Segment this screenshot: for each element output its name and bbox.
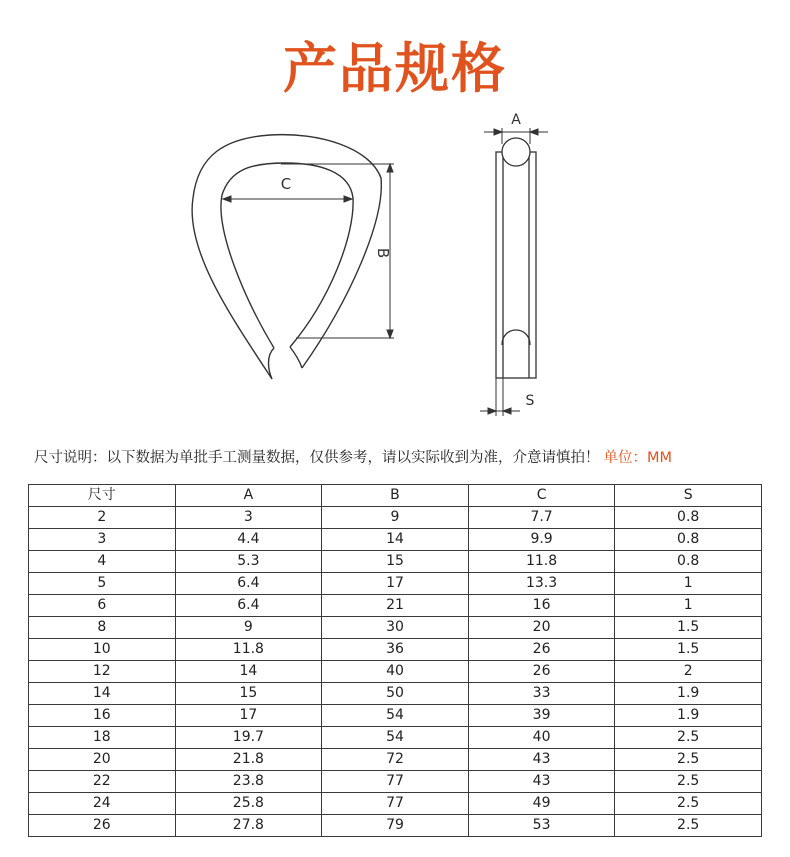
table-cell: 4.4 bbox=[175, 529, 322, 551]
table-cell: 2.5 bbox=[615, 771, 762, 793]
table-cell: 43 bbox=[468, 771, 615, 793]
thimble-side-view bbox=[496, 138, 536, 378]
table-cell: 14 bbox=[175, 661, 322, 683]
table-cell: 15 bbox=[175, 683, 322, 705]
table-cell: 9.9 bbox=[468, 529, 615, 551]
table-cell: 2.5 bbox=[615, 793, 762, 815]
table-cell: 10 bbox=[29, 639, 176, 661]
table-cell: 4 bbox=[29, 551, 176, 573]
column-header: 尺寸 bbox=[29, 485, 176, 507]
table-cell: 11.8 bbox=[468, 551, 615, 573]
table-cell: 1.9 bbox=[615, 705, 762, 727]
table-row bbox=[29, 727, 762, 749]
table-cell: 40 bbox=[322, 661, 469, 683]
table-cell: 17 bbox=[175, 705, 322, 727]
table-row bbox=[29, 705, 762, 727]
table-cell: 54 bbox=[322, 727, 469, 749]
table-cell: 11.8 bbox=[175, 639, 322, 661]
table-cell: 14 bbox=[29, 683, 176, 705]
table-cell: 2 bbox=[615, 661, 762, 683]
table-cell: 22 bbox=[29, 771, 176, 793]
table-cell: 20 bbox=[468, 617, 615, 639]
thimble-front-view bbox=[192, 135, 381, 379]
size-note bbox=[34, 448, 672, 468]
table-row bbox=[29, 617, 762, 639]
table-cell: 26 bbox=[468, 639, 615, 661]
table-cell: 25.8 bbox=[175, 793, 322, 815]
table-cell: 49 bbox=[468, 793, 615, 815]
column-header: S bbox=[615, 485, 762, 507]
page-title: 产品规格 bbox=[283, 37, 507, 100]
table-cell: 17 bbox=[322, 573, 469, 595]
table-row bbox=[29, 529, 762, 551]
table-row bbox=[29, 815, 762, 837]
table-cell: 79 bbox=[322, 815, 469, 837]
table-cell: 1 bbox=[615, 573, 762, 595]
dimension-c bbox=[223, 196, 352, 202]
table-cell: 77 bbox=[322, 771, 469, 793]
column-header: B bbox=[322, 485, 469, 507]
label-c: C bbox=[280, 175, 292, 193]
table-cell: 50 bbox=[322, 683, 469, 705]
thimble-dimension-diagram bbox=[0, 100, 790, 430]
table-cell: 0.8 bbox=[615, 529, 762, 551]
table-cell: 2.5 bbox=[615, 727, 762, 749]
table-cell: 14 bbox=[322, 529, 469, 551]
table-row bbox=[29, 661, 762, 683]
table-cell: 26 bbox=[468, 661, 615, 683]
table-cell: 20 bbox=[29, 749, 176, 771]
table-row bbox=[29, 551, 762, 573]
table-cell: 26 bbox=[29, 815, 176, 837]
table-row bbox=[29, 771, 762, 793]
table-cell: 9 bbox=[175, 617, 322, 639]
table-cell: 1.5 bbox=[615, 617, 762, 639]
table-cell: 16 bbox=[29, 705, 176, 727]
table-row bbox=[29, 639, 762, 661]
table-cell: 5 bbox=[29, 573, 176, 595]
table-cell: 6 bbox=[29, 595, 176, 617]
spec-table-body bbox=[29, 507, 762, 837]
spec-table bbox=[28, 484, 762, 837]
table-cell: 8 bbox=[29, 617, 176, 639]
table-cell: 1.9 bbox=[615, 683, 762, 705]
table-cell: 3 bbox=[29, 529, 176, 551]
column-header: C bbox=[468, 485, 615, 507]
table-cell: 6.4 bbox=[175, 595, 322, 617]
unit-label: 单位：MM bbox=[603, 450, 673, 466]
table-cell: 40 bbox=[468, 727, 615, 749]
table-cell: 15 bbox=[322, 551, 469, 573]
table-cell: 27.8 bbox=[175, 815, 322, 837]
table-cell: 6.4 bbox=[175, 573, 322, 595]
table-cell: 13.3 bbox=[468, 573, 615, 595]
table-cell: 72 bbox=[322, 749, 469, 771]
table-cell: 19.7 bbox=[175, 727, 322, 749]
table-cell: 54 bbox=[322, 705, 469, 727]
table-cell: 12 bbox=[29, 661, 176, 683]
table-cell: 30 bbox=[322, 617, 469, 639]
dimension-s bbox=[480, 378, 520, 416]
table-cell: 21.8 bbox=[175, 749, 322, 771]
table-cell: 18 bbox=[29, 727, 176, 749]
label-a: A bbox=[511, 112, 521, 128]
label-s: S bbox=[525, 393, 535, 409]
table-cell: 2.5 bbox=[615, 749, 762, 771]
table-cell: 21 bbox=[322, 595, 469, 617]
table-row bbox=[29, 573, 762, 595]
label-b: B bbox=[374, 247, 392, 259]
table-cell: 23.8 bbox=[175, 771, 322, 793]
table-header-row bbox=[29, 485, 762, 507]
size-note-text: 尺寸说明：以下数据为单批手工测量数据，仅供参考，请以实际收到为准，介意请慎拍！ bbox=[34, 450, 600, 466]
table-cell: 9 bbox=[322, 507, 469, 529]
table-cell: 2 bbox=[29, 507, 176, 529]
table-cell: 3 bbox=[175, 507, 322, 529]
table-row bbox=[29, 749, 762, 771]
table-cell: 43 bbox=[468, 749, 615, 771]
table-cell: 1.5 bbox=[615, 639, 762, 661]
table-cell: 7.7 bbox=[468, 507, 615, 529]
table-cell: 53 bbox=[468, 815, 615, 837]
table-cell: 77 bbox=[322, 793, 469, 815]
column-header: A bbox=[175, 485, 322, 507]
table-row bbox=[29, 683, 762, 705]
table-cell: 2.5 bbox=[615, 815, 762, 837]
table-cell: 24 bbox=[29, 793, 176, 815]
table-cell: 33 bbox=[468, 683, 615, 705]
table-row bbox=[29, 507, 762, 529]
table-cell: 36 bbox=[322, 639, 469, 661]
table-cell: 0.8 bbox=[615, 507, 762, 529]
table-cell: 0.8 bbox=[615, 551, 762, 573]
table-cell: 39 bbox=[468, 705, 615, 727]
table-row bbox=[29, 793, 762, 815]
table-cell: 16 bbox=[468, 595, 615, 617]
table-row bbox=[29, 595, 762, 617]
table-cell: 1 bbox=[615, 595, 762, 617]
table-cell: 5.3 bbox=[175, 551, 322, 573]
